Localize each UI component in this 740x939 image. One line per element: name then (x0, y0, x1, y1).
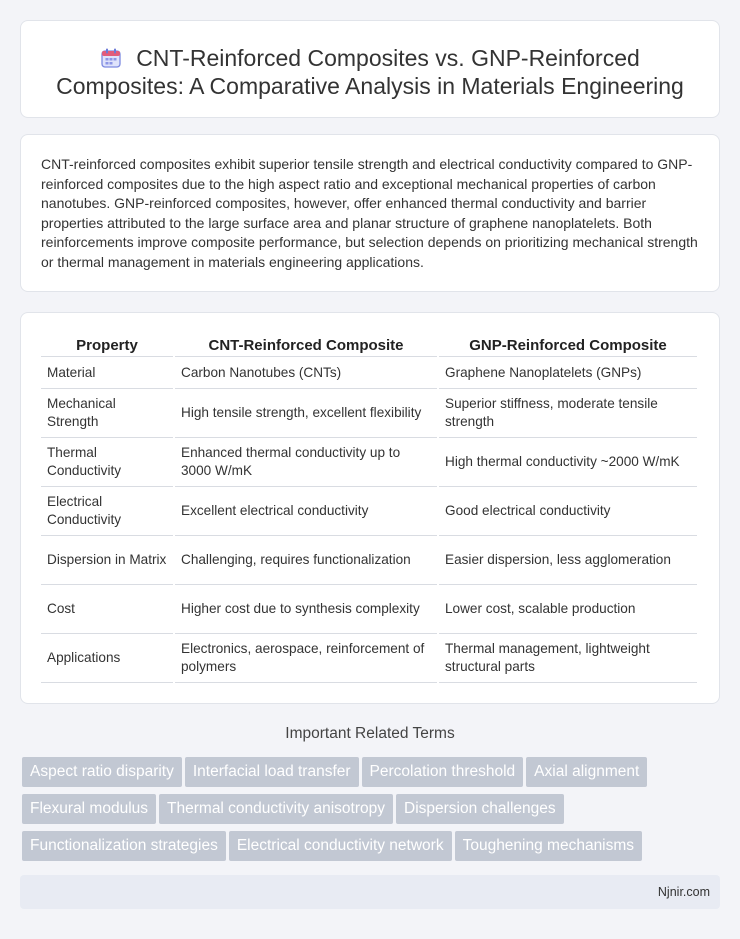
related-term-tag[interactable]: Functionalization strategies (22, 831, 226, 861)
summary-card (20, 134, 720, 292)
table-row (41, 536, 697, 585)
row-cnt-value: Enhanced thermal conductivity up to 3000 W/mK (175, 438, 437, 487)
row-cnt-value: Carbon Nanotubes (CNTs) (175, 357, 437, 389)
related-term-tag[interactable]: Aspect ratio disparity (22, 757, 182, 787)
row-gnp-value: High thermal conductivity ~2000 W/mK (439, 438, 697, 487)
footer-site-link[interactable]: Njnir.com (657, 885, 710, 899)
related-term-tag[interactable]: Flexural modulus (22, 794, 156, 824)
row-property: Mechanical Strength (41, 389, 173, 438)
calendar-icon (100, 47, 122, 69)
row-property: Cost (41, 585, 173, 634)
header-property: Property (41, 333, 173, 357)
table-row (41, 634, 697, 683)
related-terms-heading: Important Related Terms (285, 725, 455, 742)
title-card (20, 20, 720, 118)
row-cnt-value: Challenging, requires functionalization (175, 536, 437, 585)
page-title-text: CNT-Reinforced Composites vs. GNP-Reinforced Composites: A Comparative Analysis in Materials Engineering (56, 45, 684, 99)
row-property: Dispersion in Matrix (41, 536, 173, 585)
related-term-tag[interactable]: Percolation threshold (362, 757, 524, 787)
related-term-tag[interactable]: Toughening mechanisms (455, 831, 642, 861)
row-property: Material (41, 357, 173, 389)
table-row (41, 438, 697, 487)
summary-text: CNT-reinforced composites exhibit superior tensile strength and electrical conductivity compared to GNP-reinforced composites due to the high aspect ratio and exceptional mechanical properties of carbon nanotubes. GNP-reinforced composites, however, offer enhanced thermal conductivity and barrier properties attributed to the large surface area and planar structure of graphene nanoplatelets. Both reinforcements improve composite performance, but selection depends on prioritizing mechanical strength or thermal management in materials engineering applications. (41, 156, 698, 270)
related-terms-list (22, 757, 722, 868)
row-gnp-value: Easier dispersion, less agglomeration (439, 536, 697, 585)
row-gnp-value: Graphene Nanoplatelets (GNPs) (439, 357, 697, 389)
table-row (41, 357, 697, 389)
row-cnt-value: Electronics, aerospace, reinforcement of polymers (175, 634, 437, 683)
related-term-tag[interactable]: Electrical conductivity network (229, 831, 452, 861)
row-gnp-value: Thermal management, lightweight structural parts (439, 634, 697, 683)
row-cnt-value: Excellent electrical conductivity (175, 487, 437, 536)
footer (20, 875, 720, 909)
row-property: Thermal Conductivity (41, 438, 173, 487)
table-header-row (41, 333, 697, 357)
comparison-table-card (20, 312, 720, 704)
comparison-table (39, 333, 699, 683)
header-cnt: CNT-Reinforced Composite (175, 333, 437, 357)
table-row (41, 585, 697, 634)
row-property: Applications (41, 634, 173, 683)
row-gnp-value: Superior stiffness, moderate tensile strength (439, 389, 697, 438)
related-term-tag[interactable]: Axial alignment (526, 757, 647, 787)
related-term-tag[interactable]: Dispersion challenges (396, 794, 564, 824)
table-row (41, 487, 697, 536)
row-gnp-value: Lower cost, scalable production (439, 585, 697, 634)
header-gnp: GNP-Reinforced Composite (439, 333, 697, 357)
row-cnt-value: Higher cost due to synthesis complexity (175, 585, 437, 634)
table-row (41, 389, 697, 438)
row-gnp-value: Good electrical conductivity (439, 487, 697, 536)
row-cnt-value: High tensile strength, excellent flexibility (175, 389, 437, 438)
related-term-tag[interactable]: Interfacial load transfer (185, 757, 359, 787)
row-property: Electrical Conductivity (41, 487, 173, 536)
page-title (37, 44, 703, 100)
related-term-tag[interactable]: Thermal conductivity anisotropy (159, 794, 393, 824)
